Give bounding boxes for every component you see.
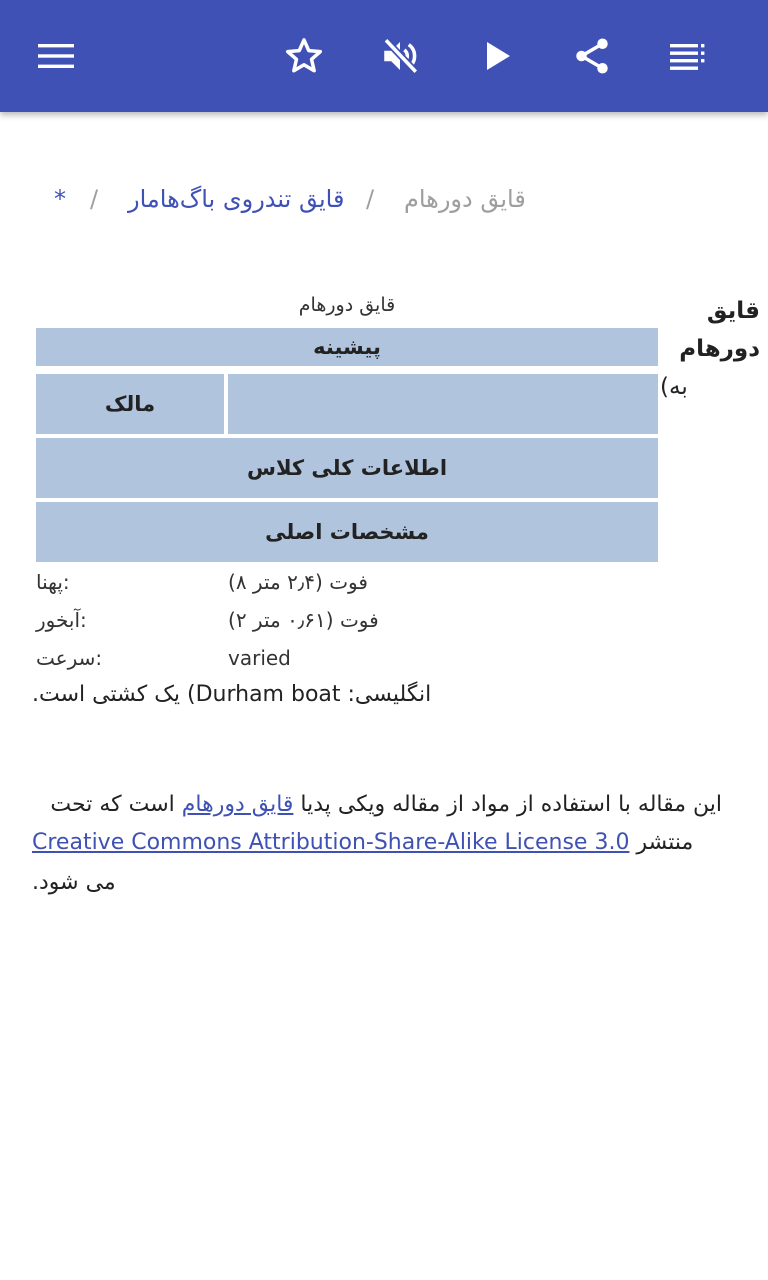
hamburger-menu-icon[interactable] — [26, 26, 86, 86]
license-line-2 — [32, 830, 722, 855]
infobox-row-value: (فوت (۲٫۴ متر ۸ — [228, 570, 368, 594]
infobox-row-value: (فوت (۰٫۶۱ متر ۲ — [228, 608, 379, 632]
source-article-link[interactable]: قایق دورهام — [181, 792, 294, 817]
play-icon[interactable] — [468, 26, 528, 86]
title-line: دورهام — [679, 336, 760, 362]
breadcrumb-parent-link[interactable]: قایق تندروی باگ‌هامار — [128, 185, 345, 213]
article-intro: انگلیسی: Durham boat) یک کشتی است. — [32, 682, 432, 707]
breadcrumb-root-link[interactable]: * — [54, 185, 66, 213]
license-text: منتشر — [636, 830, 694, 855]
title-line: (به — [660, 374, 688, 400]
playlist-icon[interactable] — [658, 26, 718, 86]
breadcrumb-separator: / — [90, 185, 99, 213]
license-line-1 — [32, 792, 722, 817]
infobox-history-header: پیشینه — [36, 328, 658, 366]
article-title — [660, 292, 760, 406]
share-icon[interactable] — [562, 26, 622, 86]
infobox-row-label: پهنا: — [36, 570, 70, 594]
infobox-owner-label: مالک — [36, 374, 224, 434]
infobox-caption: قایق دورهام — [298, 294, 396, 316]
license-text: این مقاله با استفاده از مواد از مقاله ویکی پدیا — [300, 792, 722, 817]
app-bar — [0, 0, 768, 112]
title-line: قایق — [706, 298, 760, 324]
volume-off-icon[interactable] — [370, 26, 430, 86]
infobox-general-header: اطلاعات کلی کلاس — [36, 438, 658, 498]
infobox-row-label: سرعت: — [36, 646, 103, 670]
license-text: است که تحت — [50, 792, 175, 817]
infobox-specs-header: مشخصات اصلی — [36, 502, 658, 562]
breadcrumb-separator: / — [366, 185, 375, 213]
infobox-row-value: varied — [228, 646, 291, 670]
infobox-owner-value — [228, 374, 658, 434]
license-link[interactable]: Creative Commons Attribution-Share-Alike License 3.0 — [32, 830, 630, 855]
star-outline-icon[interactable] — [274, 26, 334, 86]
infobox-row-label: آبخور: — [36, 608, 87, 632]
article-content — [0, 112, 768, 1280]
breadcrumb-current: قایق دورهام — [404, 185, 526, 213]
license-line-3: می شود. — [32, 870, 116, 895]
